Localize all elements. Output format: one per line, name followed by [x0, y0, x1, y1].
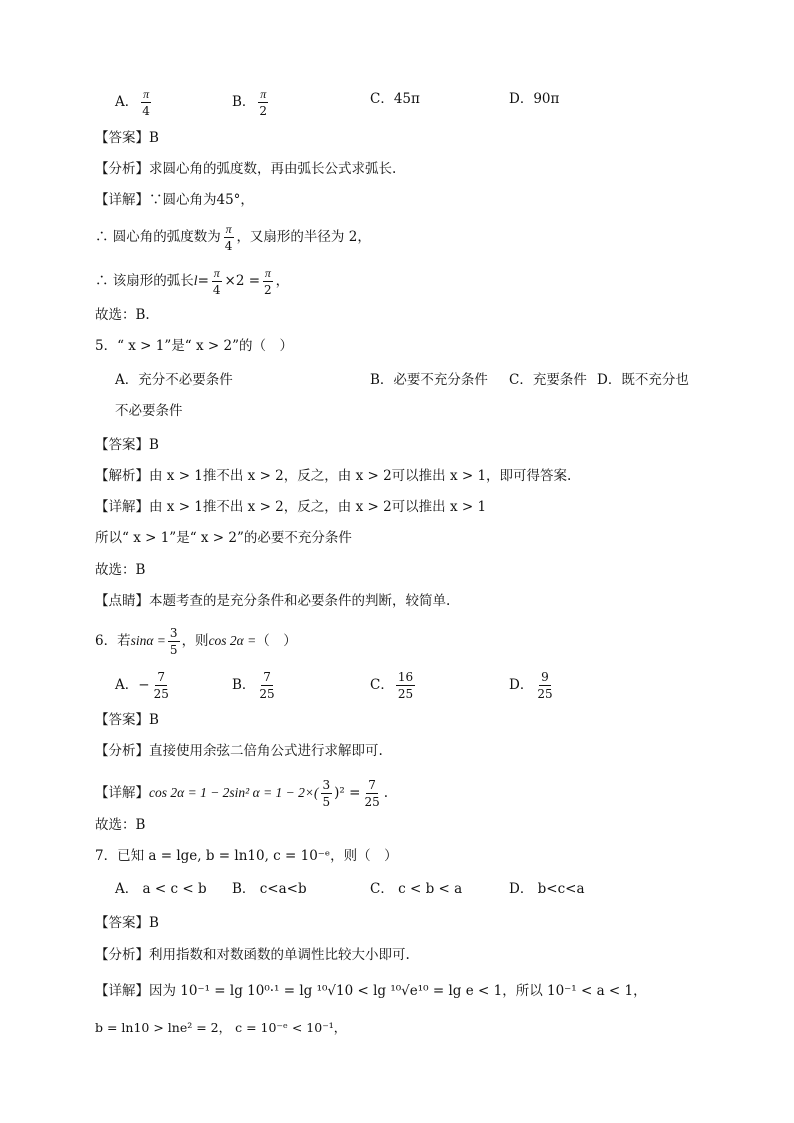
- detail-tag: 【详解】: [95, 785, 149, 801]
- q7-detail-2: b = ln10 > lne² = 2， c = 10⁻ᵉ < 10⁻¹，: [95, 1020, 347, 1035]
- fraction: [168, 626, 180, 657]
- q6-detail: [95, 778, 388, 809]
- numerator: π: [225, 222, 232, 236]
- q4-option-c: [370, 90, 420, 108]
- detail-text: 因为 10⁻¹ = lg 10⁰·¹ = lg ¹⁰√10 < lg ¹⁰√e¹⁰ = lg e < 1，所以 10⁻¹ < a < 1，: [149, 983, 647, 999]
- numerator: 9: [541, 670, 549, 684]
- q5-detail: [95, 498, 486, 516]
- numerator: 7: [368, 778, 376, 792]
- stem-text: ，则: [181, 633, 209, 649]
- option-letter: C．: [370, 91, 394, 107]
- denominator: 2: [259, 104, 268, 118]
- q4-option-d: [509, 90, 559, 108]
- q4-choice: 故选：B.: [95, 307, 150, 323]
- fraction: [152, 670, 171, 701]
- detail-text: ，: [275, 273, 290, 289]
- detail-text: ∵圆心角为45°，: [149, 192, 254, 208]
- fraction: [262, 266, 274, 297]
- math-expr: )² =: [334, 785, 361, 801]
- denominator: 25: [153, 687, 169, 701]
- analysis-text: 求圆心角的弧度数，再由弧长公式求弧长.: [149, 161, 397, 177]
- numerator: 7: [157, 670, 166, 684]
- q6-option-b: [232, 670, 279, 701]
- fraction: [535, 670, 554, 701]
- detail-tag: 【详解】: [95, 499, 149, 515]
- q5-answer: [95, 436, 159, 454]
- denominator: 2: [264, 283, 272, 297]
- q7-detail-1: [95, 982, 647, 1000]
- denominator: 4: [142, 104, 150, 118]
- option-sign: −: [138, 677, 150, 693]
- fraction: [396, 670, 415, 701]
- numerator: π: [264, 266, 271, 280]
- q7-option-b: B． c<a<b: [232, 881, 307, 897]
- fraction: [321, 778, 333, 809]
- answer-tag: 【答案】: [95, 130, 149, 146]
- denominator: 25: [397, 687, 414, 701]
- q6-analysis: [95, 742, 383, 760]
- q7-answer: [95, 914, 159, 932]
- answer-value: B: [149, 130, 159, 146]
- q5-conclusion: 所以“ x > 1”是“ x > 2”的必要不充分条件: [95, 530, 352, 546]
- denominator: 25: [259, 687, 275, 701]
- math-expr: cos 2α =: [208, 633, 257, 648]
- fraction: [362, 778, 381, 809]
- detail-text: .: [383, 785, 389, 801]
- answer-value: B: [149, 437, 159, 453]
- fraction: [211, 266, 223, 297]
- answer-value: B: [149, 712, 159, 728]
- option-letter: D．: [509, 677, 534, 693]
- analysis-tag: 【分析】: [95, 161, 149, 177]
- detail-text: 由 x > 1推不出 x > 2，反之，由 x > 2可以推出 x > 1: [149, 499, 487, 515]
- option-letter: A．: [115, 94, 139, 110]
- q4-answer: [95, 129, 159, 147]
- q5-option-d: D．既不充分也: [597, 372, 689, 388]
- q4-option-a: [115, 87, 154, 118]
- q5-option-d-cont: 不必要条件: [115, 403, 183, 419]
- answer-tag: 【答案】: [95, 915, 149, 931]
- q7-option-a: A． a < c < b: [115, 881, 207, 897]
- q4-detail-2: [95, 222, 371, 253]
- analysis-tag: 【分析】: [95, 947, 149, 963]
- detail-text: ，又扇形的半径为 2，: [236, 229, 371, 245]
- numerator: 3: [322, 778, 331, 792]
- q6-choice: 故选：B: [95, 817, 146, 833]
- stem-text: （ ）: [256, 633, 297, 649]
- numerator: 3: [169, 626, 178, 640]
- numerator: π: [213, 266, 220, 280]
- math-expr: sinα =: [130, 633, 166, 648]
- fraction: [140, 87, 152, 118]
- q5-option-c: C．充要条件: [509, 372, 587, 388]
- denominator: 4: [224, 239, 233, 253]
- option-text: 45π: [393, 91, 420, 107]
- q5-option-b: B．必要不充分条件: [370, 372, 488, 388]
- denominator: 4: [212, 283, 221, 297]
- q7-option-d: D． b<c<a: [509, 881, 585, 897]
- q5-option-a: A．充分不必要条件: [115, 372, 233, 388]
- detail-text: ∴ 该扇形的弧长: [95, 273, 194, 289]
- analysis-text: 直接使用余弦二倍角公式进行求解即可.: [149, 743, 383, 759]
- denominator: 25: [537, 687, 553, 701]
- option-letter: B．: [232, 677, 256, 693]
- answer-tag: 【答案】: [95, 712, 149, 728]
- math-var: l: [193, 273, 198, 288]
- q7-analysis: [95, 946, 410, 964]
- q6-option-c: [370, 670, 417, 701]
- q4-analysis: [95, 160, 396, 178]
- numerator: π: [260, 87, 267, 101]
- explain-tag: 【解析】: [95, 468, 149, 484]
- answer-tag: 【答案】: [95, 437, 149, 453]
- fraction: [223, 222, 235, 253]
- fraction: [257, 87, 269, 118]
- numerator: 16: [397, 670, 414, 684]
- denominator: 5: [169, 643, 178, 657]
- comment-text: 本题考查的是充分条件和必要条件的判断，较简单.: [149, 593, 451, 609]
- denominator: 25: [364, 795, 380, 809]
- option-letter: A．: [115, 677, 139, 693]
- q6-stem: [95, 626, 297, 657]
- detail-text: ×2 =: [224, 273, 261, 289]
- q6-option-d: [509, 670, 557, 701]
- numerator: π: [143, 87, 150, 101]
- stem-text: 6．若: [95, 633, 131, 649]
- comment-tag: 【点睛】: [95, 593, 149, 609]
- q4-detail-1: [95, 191, 254, 209]
- option-text: 90π: [533, 91, 560, 107]
- option-letter: B．: [232, 94, 256, 110]
- q5-choice: 故选：B: [95, 562, 146, 578]
- denominator: 5: [322, 795, 331, 809]
- q6-option-a: [115, 670, 173, 701]
- q6-answer: [95, 711, 159, 729]
- numerator: 7: [263, 670, 271, 684]
- option-letter: D．: [509, 91, 534, 107]
- option-letter: C．: [370, 677, 394, 693]
- q7-stem: 7．已知 a = lge, b = ln10, c = 10⁻ᵉ，则（ ）: [95, 848, 398, 864]
- q7-option-c: C． c < b < a: [370, 881, 463, 897]
- math-expr: cos 2α = 1 − 2sin² α = 1 − 2×(: [149, 785, 319, 800]
- q5-comment: [95, 592, 450, 610]
- detail-tag: 【详解】: [95, 983, 149, 999]
- equals: =: [197, 273, 209, 289]
- fraction: [257, 670, 276, 701]
- q4-option-b: [232, 87, 271, 118]
- answer-value: B: [149, 915, 159, 931]
- q5-explain: [95, 467, 571, 485]
- analysis-text: 利用指数和对数函数的单调性比较大小即可.: [149, 947, 410, 963]
- detail-text: ∴ 圆心角的弧度数为: [95, 229, 221, 245]
- detail-tag: 【详解】: [95, 192, 149, 208]
- analysis-tag: 【分析】: [95, 743, 149, 759]
- explain-text: 由 x > 1推不出 x > 2，反之，由 x > 2可以推出 x > 1，即可得答案.: [149, 468, 572, 484]
- q5-stem: 5．“ x > 1”是“ x > 2”的（ ）: [95, 338, 293, 354]
- q4-detail-3: [95, 266, 289, 297]
